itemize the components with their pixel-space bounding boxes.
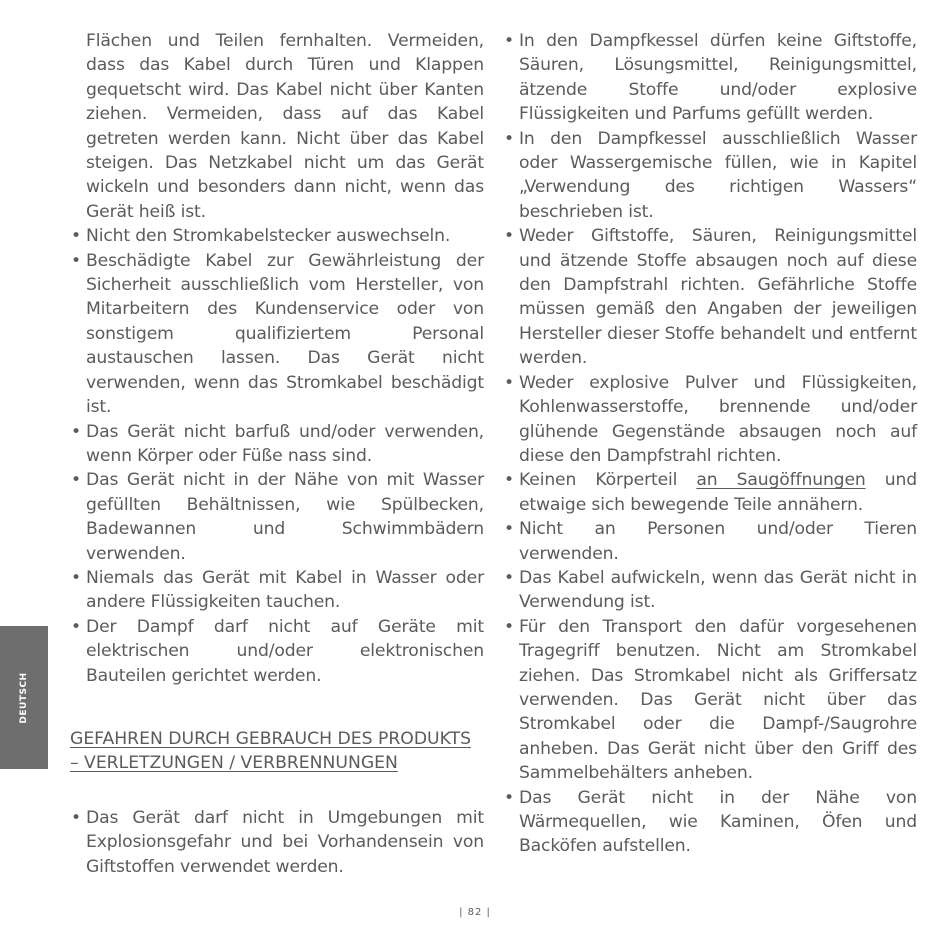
list-item: • In den Dampfkessel ausschließlich Wasser oder Wassergemische füllen, wie in Kapitel „Verwendung des richtigen Wassers“ beschrieben ist. (503, 127, 917, 225)
continuation-paragraph: Flächen und Teilen fernhalten. Vermeiden, dass das Kabel durch Türen und Klappen gequetscht wird. Das Kabel nicht über Kanten ziehen. Vermeiden, dass auf das Kabel getreten werden kann. Nicht über das Kabel steigen. Das Netzkabel nicht um das Gerät wickeln und besonders dann nicht, wenn das Gerät heiß ist. (86, 31, 484, 222)
list-item: • Das Gerät darf nicht in Umgebungen mit Explosionsgefahr und bei Vorhandensein von Giftstoffen verwendet werden. (70, 806, 484, 879)
list-item: • Das Gerät nicht in der Nähe von Wärmequellen, wie Kaminen, Öfen und Backöfen aufstellen. (503, 786, 917, 859)
list-item: • Beschädigte Kabel zur Gewährleistung der Sicherheit ausschließlich vom Hersteller, von Mitarbeitern des Kundenservice oder von sonstigem qualifiziertem Personal austauschen lassen. Das Gerät nicht verwenden, wenn das Stromkabel beschädigt ist. (70, 249, 484, 420)
list-item: • Weder Giftstoffe, Säuren, Reinigungsmittel und ätzende Stoffe absaugen noch auf diese den Dampfstrahl richten. Gefährliche Stoffe müssen gemäß den Angaben der jeweiligen Hersteller dieser Stoffe behandelt und entfernt werden. (503, 224, 917, 370)
list-item: • Der Dampf darf nicht auf Geräte mit elektrischen und/oder elektronischen Bauteilen gerichtet werden. (70, 615, 484, 688)
left-bullet-list (70, 224, 484, 688)
list-item: • Das Gerät nicht in der Nähe von mit Wasser gefüllten Behältnissen, wie Spülbecken, Badewannen und Schwimmbädern verwenden. (70, 468, 484, 566)
right-column (503, 29, 917, 859)
list-item: • Niemals das Gerät mit Kabel in Wasser oder andere Flüssigkeiten tauchen. (70, 566, 484, 615)
list-item: • In den Dampfkessel dürfen keine Giftstoffe, Säuren, Lösungsmittel, Reinigungsmittel, ätzende Stoffe und/oder explosive Flüssigkeiten und Parfums gefüllt werden. (503, 29, 917, 127)
list-item: • Nicht den Stromkabelstecker auswechseln. (70, 224, 484, 248)
right-bullet-list (503, 29, 917, 859)
list-item-saugoeffnungen (503, 468, 917, 517)
text-before: Keinen Körperteil (519, 470, 697, 491)
left-column (70, 29, 484, 879)
underlined-text: an Saugöffnungen (696, 470, 866, 491)
section-heading: GEFAHREN DURCH GEBRAUCH DES PRODUKTS – VERLETZUNGEN / VERBRENNUNGEN (70, 728, 471, 774)
list-item: • Weder explosive Pulver und Flüssigkeiten, Kohlenwasserstoffe, brennende und/oder glühende Gegenstände absaugen noch auf diese den Dampfstrahl richten. (503, 371, 917, 469)
left-bullet-list-2 (70, 806, 484, 879)
list-item: • Nicht an Personen und/oder Tieren verwenden. (503, 517, 917, 566)
text-after: und etwaige sich bewegende Teile annähern. (519, 470, 917, 515)
page-number: | 82 | (459, 907, 491, 918)
list-item: • Für den Transport den dafür vorgesehenen Tragegriff benutzen. Nicht am Stromkabel ziehen. Das Stromkabel nicht als Griffersatz verwenden. Das Gerät nicht über das Stromkabel oder die Dampf-/Saugrohre anheben. Das Gerät nicht über den Griff des Sammelbehälters anheben. (503, 615, 917, 786)
list-item: • Das Kabel aufwickeln, wenn das Gerät nicht in Verwendung ist. (503, 566, 917, 615)
language-label: DEUTSCH (19, 671, 29, 724)
language-side-tab (0, 626, 48, 769)
list-item: • Das Gerät nicht barfuß und/oder verwenden, wenn Körper oder Füße nass sind. (70, 420, 484, 469)
